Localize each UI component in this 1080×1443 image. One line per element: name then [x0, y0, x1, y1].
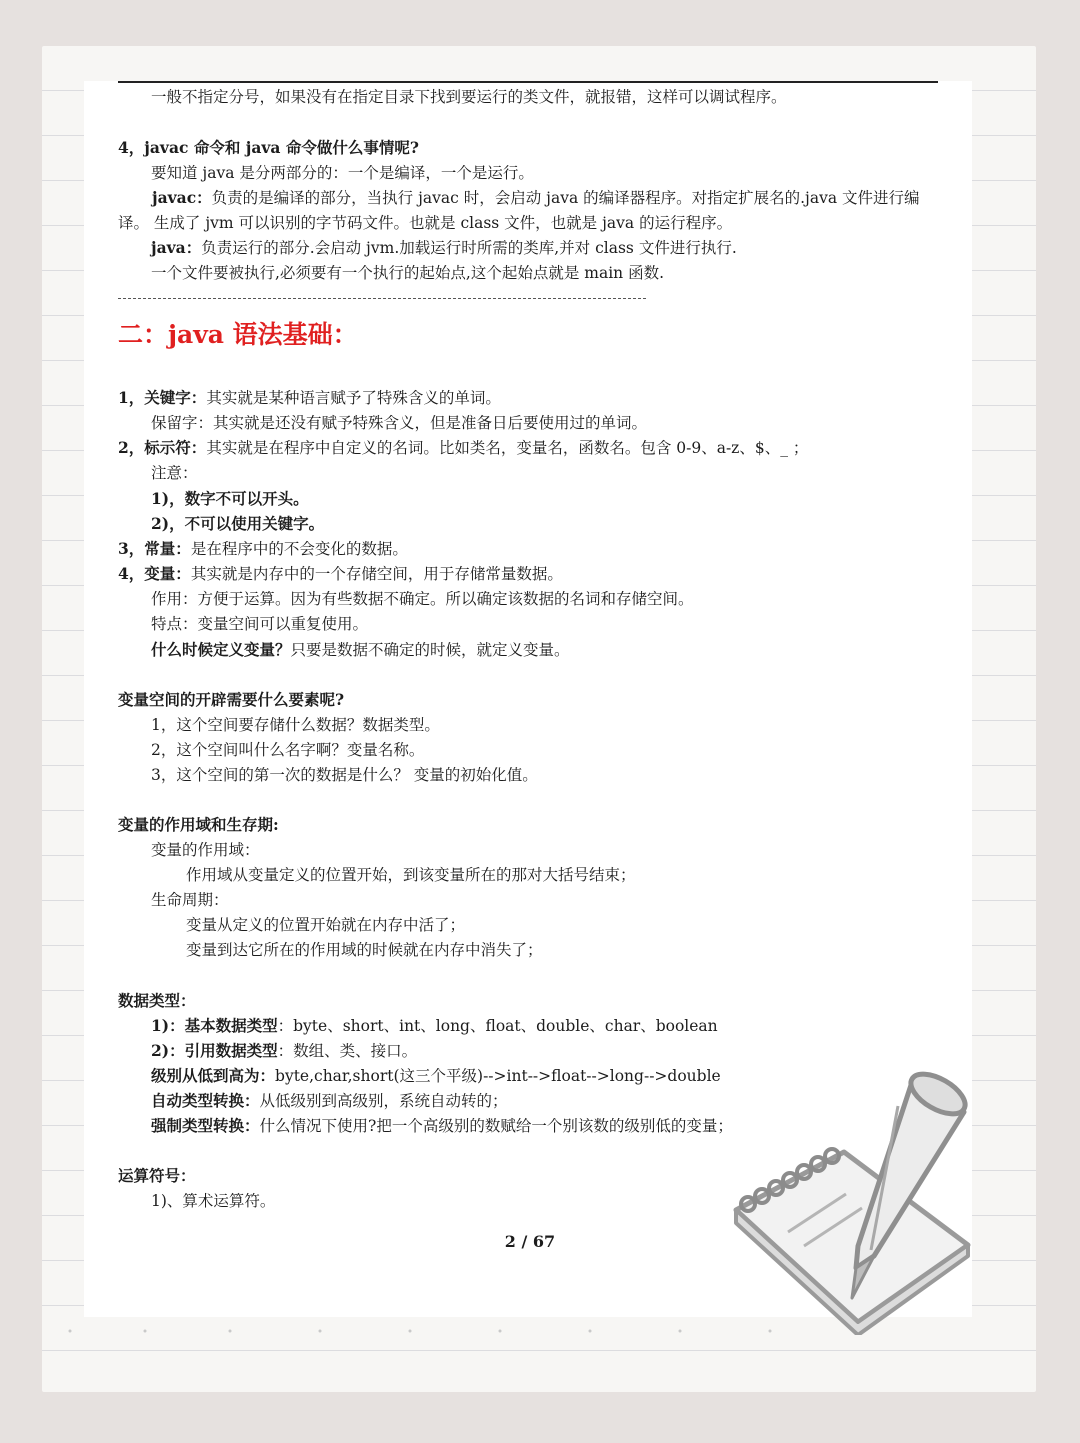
when-line [151, 639, 570, 661]
definition: 什么情况下使用?把一个高级别的数赋给一个别该数的级别低的变量； [259, 1117, 733, 1135]
definition: 是在程序中的不会变化的数据。 [190, 540, 408, 558]
term: 变量： [144, 564, 191, 583]
definition: ：数组、类、接口。 [277, 1042, 418, 1060]
text-line: 作用：方便于运算。因为有些数据不确定。所以确定该数据的名词和存储空间。 [151, 590, 694, 608]
variable-line [118, 563, 563, 585]
list-item: 1，这个空间要存储什么数据？数据类型。 [151, 716, 440, 734]
definition: 负责运行的部分.会启动 jvm.加载运行时所需的类库,并对 class 文件进行执行. [201, 239, 737, 257]
type-line [151, 1040, 417, 1062]
type-line [151, 1115, 733, 1137]
list-item: 3，这个空间的第一次的数据是什么？ 变量的初始化值。 [151, 766, 538, 784]
definition: 负责的是编译的部分，当执行 javac 时，会启动 java 的编译器程序。对指定扩展名的.java 文件进行编译。 生成了 jvm 可以识别的字节码文件。也就是 class 文件，也就是 java 的运行程序。 [118, 189, 920, 232]
term: 什么时候定义变量？ [151, 640, 291, 659]
item-number: 4， [118, 564, 145, 583]
subsection-title: 运算符号： [118, 1166, 196, 1185]
text-line: 一般不指定分号，如果没有在指定目录下找到要运行的类文件，就报错，这样可以调试程序。 [151, 88, 787, 106]
notepad-pencil-icon [726, 1060, 976, 1335]
term: java： [151, 238, 202, 257]
list-item: 2，这个空间叫什么名字啊？变量名称。 [151, 741, 425, 759]
text-line: 生命周期： [151, 891, 229, 909]
java-line [151, 237, 737, 259]
term: 级别从低到高为： [151, 1066, 276, 1085]
definition: 只要是数据不确定的时候，就定义变量。 [290, 641, 570, 659]
question-title: 4，javac 命令和 java 命令做什么事情呢? [118, 138, 419, 157]
dashed-divider [118, 298, 646, 299]
definition: byte,char,short(这三个平级)-->int-->float-->long-->double [275, 1067, 721, 1085]
type-line [151, 1015, 718, 1037]
item-number: 3， [118, 539, 145, 558]
definition: 从低级别到高级别，系统自动转的； [259, 1092, 508, 1110]
definition: 其实就是某种语言赋予了特殊含义的单词。 [206, 389, 501, 407]
text-line: 特点：变量空间可以重复使用。 [151, 615, 369, 633]
rule-item: 1)，数字不可以开头。 [151, 489, 309, 508]
type-line [151, 1090, 508, 1112]
rule-item: 2)，不可以使用关键字。 [151, 514, 325, 533]
term: 自动类型转换： [151, 1091, 260, 1110]
text-line: 变量到达它所在的作用域的时候就在内存中消失了； [186, 941, 543, 959]
definition: 其实就是内存中的一个存储空间，用于存储常量数据。 [190, 565, 563, 583]
subsection-title: 变量空间的开辟需要什么要素呢? [118, 690, 345, 709]
identifier-line [118, 437, 808, 459]
text-line: 要知道 java 是分两部分的：一个是编译，一个是运行。 [151, 164, 534, 182]
definition: ：byte、short、int、long、float、double、char、boolean [277, 1017, 718, 1035]
term: 标示符： [144, 438, 207, 457]
javac-paragraph [118, 185, 940, 236]
text-line: 变量从定义的位置开始就在内存中活了； [186, 916, 466, 934]
term: javac： [152, 188, 212, 207]
text-line: 一个文件要被执行,必须要有一个执行的起始点,这个起始点就是 main 函数. [151, 264, 665, 282]
item-number: 1， [118, 388, 145, 407]
text-line: 保留字：其实就是还没有赋予特殊含义，但是准备日后要使用过的单词。 [151, 414, 648, 432]
header-rule [118, 81, 938, 83]
definition: 其实就是在程序中自定义的名词。比如类名，变量名，函数名。包含 0-9、a-z、$、_ ； [206, 439, 809, 457]
text-line: 变量的作用域： [151, 841, 260, 859]
item-number: 2， [118, 438, 145, 457]
page-number: 2 / 67 [504, 1232, 556, 1251]
text-line: 作用域从变量定义的位置开始，到该变量所在的那对大括号结束； [186, 866, 636, 884]
ruled-dots [60, 1328, 1020, 1334]
subsection-title: 变量的作用域和生存期: [118, 815, 279, 834]
type-line [151, 1065, 721, 1087]
term: 强制类型转换： [151, 1116, 260, 1135]
keyword-line [118, 387, 501, 409]
list-item: 1)、算术运算符。 [151, 1192, 276, 1210]
term: 常量： [144, 539, 191, 558]
term: 2)：引用数据类型 [151, 1041, 278, 1060]
text-line: 注意： [151, 464, 198, 482]
constant-line [118, 538, 408, 560]
section-heading: 二：java 语法基础： [118, 320, 358, 349]
term: 1)：基本数据类型 [151, 1016, 278, 1035]
subsection-title: 数据类型： [118, 991, 196, 1010]
term: 关键字： [144, 388, 207, 407]
